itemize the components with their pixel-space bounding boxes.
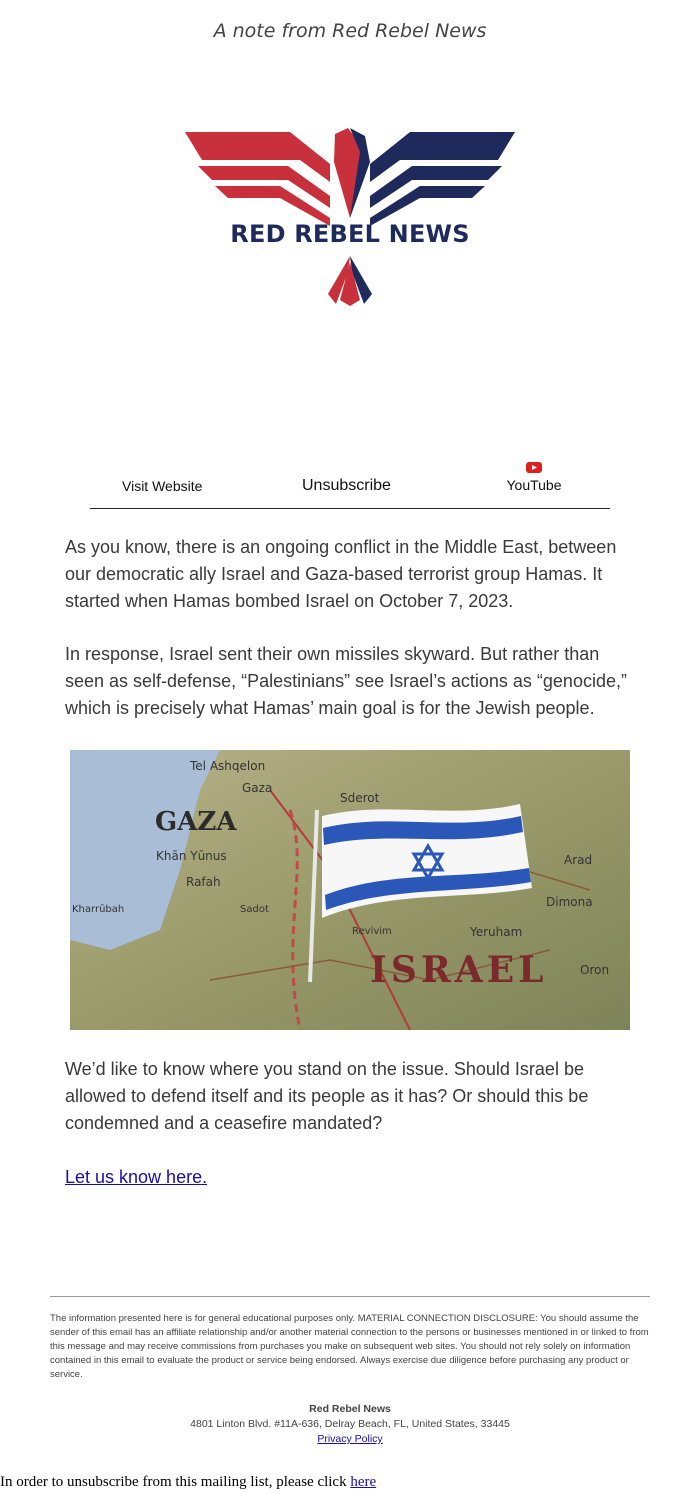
youtube-label: YouTube (506, 477, 562, 493)
map-label: Tel Ashqelon (190, 759, 266, 773)
youtube-link[interactable] (504, 460, 564, 493)
israel-gaza-map-photo (70, 750, 630, 1030)
map-label: ISRAEL (370, 949, 548, 991)
red-rebel-news-logo (180, 122, 520, 312)
email-nav-bar (90, 460, 610, 509)
map-label: Dimona (546, 895, 593, 909)
map-label: Arad (564, 853, 593, 867)
eagle-logo-icon (180, 122, 520, 312)
footer-company-name: Red Rebel News (309, 1403, 391, 1415)
disclaimer-text: The information presented here is for general educational purposes only. MATERIAL CONNECTION DISCLOSURE: You should assume the sender of this email has an affiliate relationship and/or another material connection to the persons or businesses mentioned in or linked to from this message and may receive commissions from purchases you make on subsequent web sites. You should not rely solely on information contained in this email to evaluate the product or service being endorsed. Always exercise due diligence before purchasing any product or service. (50, 1313, 649, 1380)
footer (0, 1402, 700, 1447)
map-label: Khān Yūnus (156, 849, 227, 863)
footer-address: 4801 Linton Blvd. #11A-636, Delray Beach, FL, United States, 33445 (190, 1418, 510, 1430)
map-label: Kharrūbah (72, 904, 125, 915)
body-paragraph-3: We’d like to know where you stand on the issue. Should Israel be allowed to defend itself and its people as it has? Or should this be condemned and a ceasefire mandated? (65, 1059, 589, 1133)
svg-text:★ ★: ★ ★ (278, 147, 302, 160)
map-label: Rafah (186, 875, 221, 889)
map-label: Sadot (240, 904, 269, 915)
map-label: GAZA (155, 807, 237, 837)
map-label: Sderot (340, 791, 380, 805)
unsubscribe-footer-text: In order to unsubscribe from this mailing list, please click (0, 1474, 351, 1490)
body-paragraph-1: As you know, there is an ongoing conflict in the Middle East, between our democratic ally Israel and Gaza-based terrorist group Hamas. It started when Hamas bombed Israel on October 7, 2023. (65, 537, 617, 611)
visit-website-link[interactable]: Visit Website (122, 478, 203, 494)
youtube-icon (526, 462, 542, 473)
map-label: Yeruham (470, 925, 523, 939)
let-us-know-link[interactable]: Let us know here. (65, 1167, 208, 1187)
footer-divider (50, 1296, 650, 1297)
email-header-note: A note from Red Rebel News (213, 20, 487, 42)
map-label: Gaza (242, 781, 273, 795)
map-label: Revivim (352, 926, 392, 937)
logo-wordmark: RED REBEL NEWS (230, 220, 470, 248)
unsubscribe-link[interactable]: Unsubscribe (302, 477, 391, 494)
unsubscribe-footer-line (0, 1474, 376, 1491)
body-paragraph-2: In response, Israel sent their own missiles skyward. But rather than seen as self-defense, “Palestinians” see Israel’s actions as “genocide,” which is precisely what Hamas’ main goal is for the Jewish people. (65, 644, 627, 718)
unsubscribe-here-link[interactable]: here (350, 1474, 377, 1490)
map-label: Oron (580, 963, 610, 977)
privacy-policy-link[interactable]: Privacy Policy (317, 1433, 383, 1445)
map-with-flag-image (70, 750, 630, 1030)
svg-text:★ ★: ★ ★ (392, 147, 416, 160)
